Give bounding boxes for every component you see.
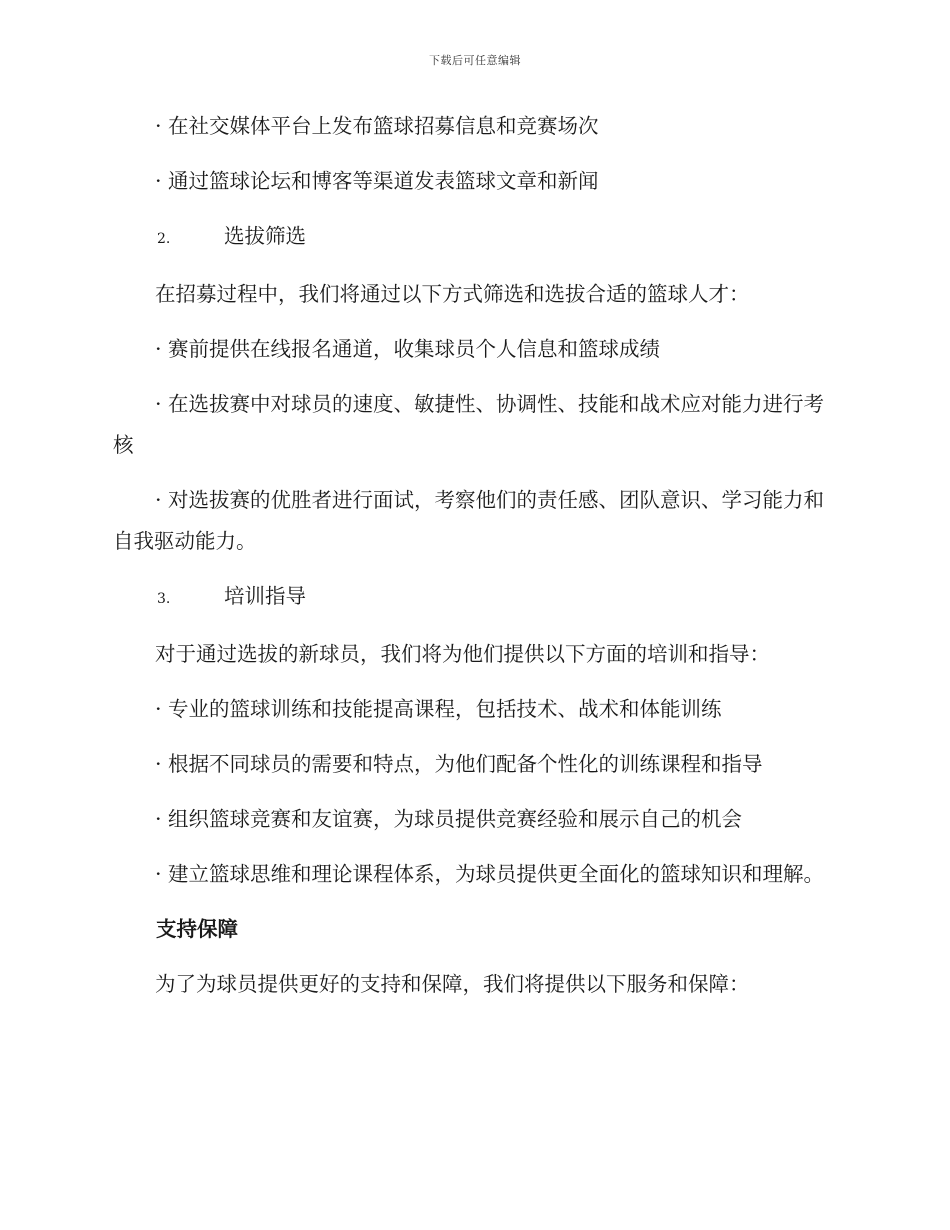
- bullet-professional-training: · 专业的篮球训练和技能提高课程，包括技术、战术和体能训练: [155, 697, 722, 721]
- bullet-competitions: · 组织篮球竞赛和友谊赛，为球员提供竞赛经验和展示自己的机会: [155, 807, 743, 831]
- bullet-theory-courses: · 建立篮球思维和理论课程体系，为球员提供更全面化的篮球知识和理解。: [155, 862, 825, 886]
- heading-text: 选拔筛选: [224, 224, 306, 248]
- bullet-selection-assessment: · 在选拔赛中对球员的速度、敏捷性、协调性、技能和战术应对能力进行考核: [113, 392, 825, 457]
- paragraph-selection-intro: 在招募过程中，我们将通过以下方式筛选和选拔合适的篮球人才：: [155, 282, 750, 306]
- section-title-support: 支持保障: [156, 917, 238, 941]
- bullet-forum-blog: · 通过篮球论坛和博客等渠道发表篮球文章和新闻: [155, 169, 599, 193]
- heading-number: 3.: [157, 591, 171, 607]
- heading-text: 培训指导: [224, 584, 306, 608]
- bullet-social-media: · 在社交媒体平台上发布篮球招募信息和竞赛场次: [155, 114, 599, 138]
- paragraph-support-intro: 为了为球员提供更好的支持和保障，我们将提供以下服务和保障：: [155, 972, 750, 996]
- heading-number: 2.: [157, 231, 171, 247]
- bullet-personalized-courses: · 根据不同球员的需要和特点，为他们配备个性化的训练课程和指导: [155, 752, 763, 776]
- bullet-online-registration: · 赛前提供在线报名通道，收集球员个人信息和篮球成绩: [155, 337, 661, 361]
- page-header: 下载后可任意编辑: [429, 54, 521, 67]
- bullet-interview: · 对选拔赛的优胜者进行面试，考察他们的责任感、团队意识、学习能力和自我驱动能力。: [113, 488, 825, 553]
- paragraph-training-intro: 对于通过选拔的新球员，我们将为他们提供以下方面的培训和指导：: [155, 642, 770, 666]
- numbered-heading-3: [113, 576, 825, 620]
- document-body: [113, 106, 825, 1019]
- numbered-heading-2: [113, 216, 825, 260]
